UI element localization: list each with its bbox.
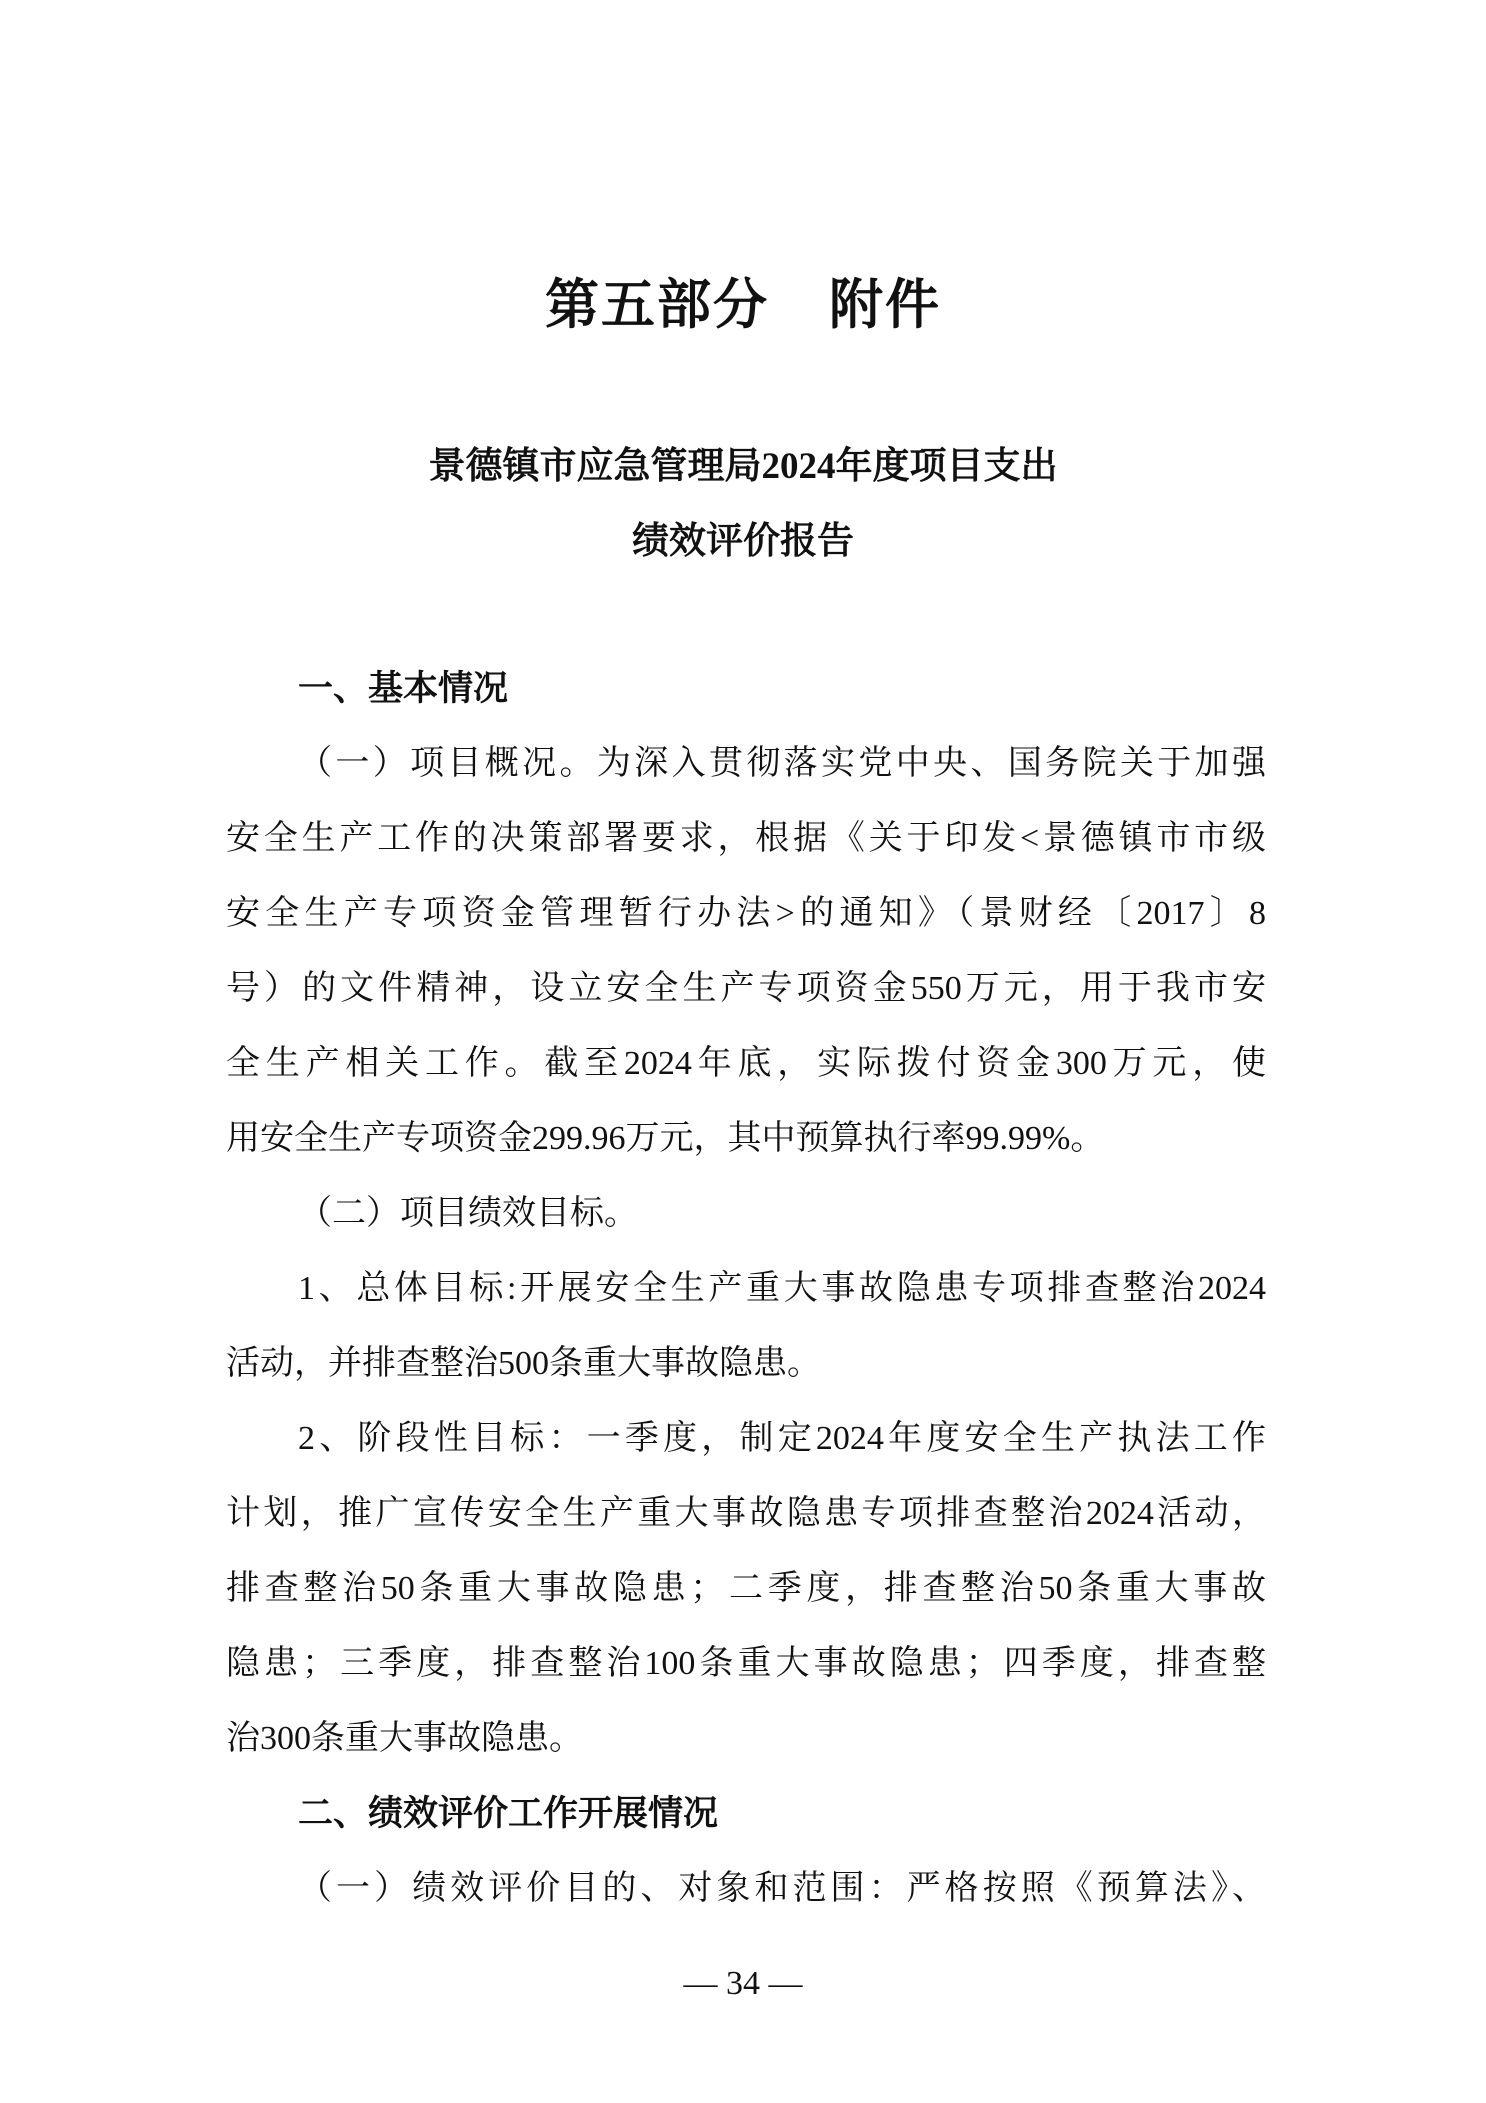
- paragraph-project-overview: [226, 726, 1266, 1176]
- report-title-line-2: 绩效评价报告: [632, 521, 854, 562]
- section-heading: 一、基本情况: [298, 669, 509, 708]
- paragraph-evaluation-scope: [226, 1851, 1266, 1926]
- text-line: 1、总体目标:开展安全生产重大事故隐患专项排查整治2024: [298, 1270, 1266, 1307]
- text-line: 计划，推广宣传安全生产重大事故隐患专项排查整治2024活动，: [226, 1495, 1266, 1532]
- section-heading: 二、绩效评价工作开展情况: [298, 1794, 719, 1833]
- text-line: 2、阶段性目标：一季度，制定2024年度安全生产执法工作: [298, 1420, 1266, 1457]
- text-line: 安全生产专项资金管理暂行办法>的通知》（景财经〔2017〕8: [226, 895, 1266, 932]
- part-name: 附件: [829, 275, 941, 335]
- page-number: — 34 —: [683, 1965, 803, 2002]
- text-line: 用安全生产专项资金299.96万元，其中预算执行率99.99%。: [226, 1120, 1105, 1157]
- part-label: 第五部分: [545, 275, 769, 335]
- paragraph-overall-goal: [226, 1251, 1266, 1401]
- text-line: （一）项目概况。为深入贯彻落实党中央、国务院关于加强: [298, 745, 1266, 782]
- text-line: 活动，并排查整治500条重大事故隐患。: [226, 1345, 821, 1382]
- text-line: 隐患；三季度，排查整治100条重大事故隐患；四季度，排查整: [226, 1645, 1266, 1682]
- text-line: 排查整治50条重大事故隐患；二季度，排查整治50条重大事故: [226, 1570, 1266, 1607]
- paragraph-performance-goals: [226, 1176, 1266, 1251]
- text-line: 安全生产工作的决策部署要求，根据《关于印发<景德镇市市级: [226, 820, 1266, 857]
- report-title-line-1: 景德镇市应急管理局2024年度项目支出: [428, 446, 1058, 487]
- text-line: （二）项目绩效目标。: [298, 1195, 638, 1232]
- text-line: 治300条重大事故隐患。: [226, 1720, 583, 1757]
- part-title: [0, 262, 1486, 339]
- text-line: 全生产相关工作。截至2024年底，实际拨付资金300万元，使: [226, 1045, 1266, 1082]
- text-line: 号）的文件精神，设立安全生产专项资金550万元，用于我市安: [226, 970, 1266, 1007]
- paragraph-stage-goals: [226, 1401, 1266, 1776]
- text-line: （一）绩效评价目的、对象和范围：严格按照《预算法》、: [298, 1870, 1266, 1907]
- document-body: [226, 651, 1266, 1926]
